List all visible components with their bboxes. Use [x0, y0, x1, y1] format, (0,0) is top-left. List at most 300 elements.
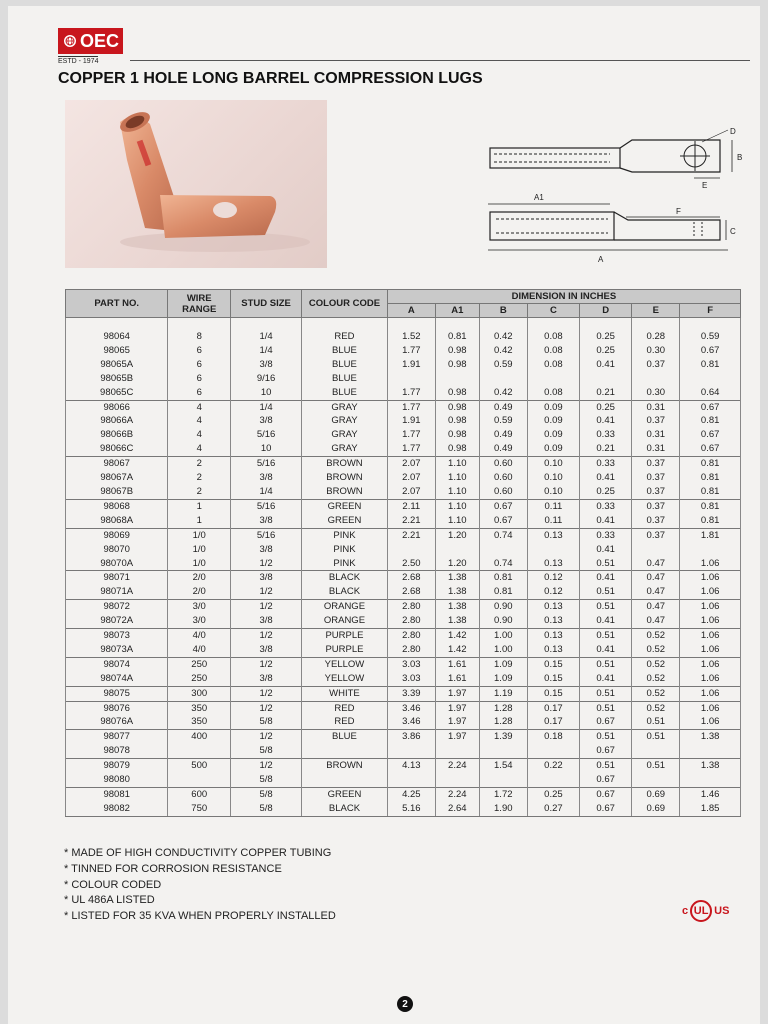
cell-dim-f: 1.06: [680, 643, 741, 657]
cell-dim-f: 1.81: [680, 528, 741, 542]
cell-stud-size: 3/8: [231, 471, 302, 485]
cell-dim-b: 0.90: [479, 600, 527, 614]
cell-part-no: 98077: [66, 730, 168, 744]
cell-dim-f: 1.06: [680, 585, 741, 599]
cell-dim-e: [632, 773, 680, 787]
company-logo: [58, 28, 130, 54]
cell-dim-b: 1.39: [479, 730, 527, 744]
cell-dim-a1: 1.10: [435, 499, 479, 513]
cell-colour-code: GREEN: [302, 788, 388, 802]
cell-dim-a1: [435, 744, 479, 758]
logo-mark: [58, 28, 123, 54]
cell-dim-d: 0.51: [580, 759, 632, 773]
cell-dim-d: 0.67: [580, 773, 632, 787]
cell-stud-size: 5/16: [231, 457, 302, 471]
cell-dim-c: [527, 372, 579, 386]
cell-stud-size: 1/4: [231, 344, 302, 358]
cell-dim-b: 0.59: [479, 414, 527, 428]
feature-list: [64, 846, 336, 925]
cell-dim-b: 1.28: [479, 715, 527, 729]
cell-dim-f: 1.06: [680, 657, 741, 671]
cell-dim-f: 0.64: [680, 386, 741, 400]
cell-dim-b: [479, 372, 527, 386]
cell-dim-e: 0.37: [632, 499, 680, 513]
feature-item: * TINNED FOR CORROSION RESISTANCE: [64, 862, 282, 875]
cell-stud-size: 3/8: [231, 571, 302, 585]
col-header-b: B: [479, 304, 527, 318]
cell-dim-d: 0.33: [580, 499, 632, 513]
cell-dim-a: 4.13: [387, 759, 435, 773]
cell-dim-e: 0.37: [632, 528, 680, 542]
cell-dim-b: 0.60: [479, 485, 527, 499]
cell-dim-b: 0.59: [479, 358, 527, 372]
cell-colour-code: WHITE: [302, 686, 388, 701]
cell-dim-f: 1.06: [680, 701, 741, 715]
cell-dim-a: 3.46: [387, 715, 435, 729]
cell-part-no: 98068A: [66, 514, 168, 528]
cell-dim-f: 0.81: [680, 471, 741, 485]
cell-dim-e: 0.37: [632, 358, 680, 372]
cell-dim-f: 1.06: [680, 600, 741, 614]
cell-wire-range: 4/0: [168, 629, 231, 643]
col-header-a: A: [387, 304, 435, 318]
cell-part-no: 98068: [66, 499, 168, 513]
cell-dim-d: 0.41: [580, 571, 632, 585]
table-row: [66, 600, 741, 614]
col-header-colour-code: COLOUR CODE: [302, 290, 388, 318]
table-row: [66, 485, 741, 499]
cell-dim-d: 0.51: [580, 701, 632, 715]
cell-stud-size: 3/8: [231, 543, 302, 557]
cell-dim-c: [527, 543, 579, 557]
cell-dim-b: 1.90: [479, 802, 527, 816]
cell-dim-c: 0.09: [527, 428, 579, 442]
cell-dim-f: 0.67: [680, 442, 741, 456]
cell-stud-size: 5/8: [231, 802, 302, 816]
header-rule: [130, 60, 750, 61]
cell-dim-d: 0.41: [580, 358, 632, 372]
ul-listed-mark: [682, 900, 729, 922]
cell-dim-c: 0.13: [527, 629, 579, 643]
dim-label-f: F: [676, 207, 681, 216]
cell-dim-a1: 1.97: [435, 701, 479, 715]
dim-label-b: B: [737, 153, 743, 162]
cell-dim-c: 0.17: [527, 715, 579, 729]
cell-part-no: 98074: [66, 657, 168, 671]
cell-stud-size: 5/8: [231, 744, 302, 758]
cell-dim-b: 0.42: [479, 344, 527, 358]
cell-dim-a1: 1.10: [435, 471, 479, 485]
cell-part-no: 98071A: [66, 585, 168, 599]
cell-stud-size: 10: [231, 386, 302, 400]
cell-dim-f: 0.67: [680, 400, 741, 414]
cell-colour-code: PURPLE: [302, 629, 388, 643]
table-row: [66, 571, 741, 585]
table-row: [66, 744, 741, 758]
cell-colour-code: PINK: [302, 557, 388, 571]
cell-colour-code: [302, 744, 388, 758]
table-row: [66, 457, 741, 471]
cell-dim-d: 0.41: [580, 614, 632, 628]
cell-wire-range: 1: [168, 499, 231, 513]
cell-part-no: 98065: [66, 344, 168, 358]
cell-dim-c: 0.11: [527, 499, 579, 513]
cell-dim-f: 1.38: [680, 730, 741, 744]
cell-dim-b: 0.74: [479, 557, 527, 571]
cell-dim-c: 0.12: [527, 571, 579, 585]
col-header-e: E: [632, 304, 680, 318]
cell-dim-e: 0.47: [632, 571, 680, 585]
cell-wire-range: 3/0: [168, 600, 231, 614]
cell-dim-b: 1.28: [479, 701, 527, 715]
table-row: [66, 428, 741, 442]
cell-dim-a1: 1.61: [435, 657, 479, 671]
cell-part-no: 98069: [66, 528, 168, 542]
cell-dim-c: 0.27: [527, 802, 579, 816]
cell-dim-d: 0.25: [580, 400, 632, 414]
cell-colour-code: GRAY: [302, 400, 388, 414]
cell-dim-f: [680, 543, 741, 557]
cell-colour-code: BLACK: [302, 585, 388, 599]
cell-dim-a1: 1.10: [435, 457, 479, 471]
page-title: COPPER 1 HOLE LONG BARREL COMPRESSION LUGS: [58, 70, 483, 87]
cell-stud-size: 1/4: [231, 400, 302, 414]
cell-dim-e: 0.47: [632, 614, 680, 628]
cell-wire-range: 4: [168, 400, 231, 414]
cell-dim-a: 1.91: [387, 414, 435, 428]
cell-dim-a1: 1.97: [435, 715, 479, 729]
cell-dim-a: 3.39: [387, 686, 435, 701]
cell-part-no: 98078: [66, 744, 168, 758]
cell-wire-range: 2: [168, 457, 231, 471]
cell-dim-c: 0.09: [527, 442, 579, 456]
cell-dim-d: 0.41: [580, 643, 632, 657]
cell-dim-c: 0.11: [527, 514, 579, 528]
table-row: [66, 442, 741, 456]
cell-dim-e: 0.37: [632, 514, 680, 528]
cell-dim-e: 0.69: [632, 802, 680, 816]
cell-dim-e: 0.37: [632, 485, 680, 499]
cell-dim-b: 1.72: [479, 788, 527, 802]
cell-dim-b: 0.74: [479, 528, 527, 542]
cell-dim-d: 0.51: [580, 557, 632, 571]
cell-stud-size: 3/8: [231, 514, 302, 528]
cell-dim-d: 0.67: [580, 802, 632, 816]
table-row: [66, 730, 741, 744]
cell-colour-code: GRAY: [302, 414, 388, 428]
cell-dim-a: 5.16: [387, 802, 435, 816]
cell-dim-a: 2.80: [387, 643, 435, 657]
cell-dim-a1: 0.81: [435, 330, 479, 344]
table-row: [66, 557, 741, 571]
cell-dim-b: 0.60: [479, 457, 527, 471]
cell-dim-c: 0.13: [527, 557, 579, 571]
cell-part-no: 98070A: [66, 557, 168, 571]
cell-dim-c: 0.25: [527, 788, 579, 802]
cell-wire-range: 4/0: [168, 643, 231, 657]
cell-colour-code: [302, 773, 388, 787]
cell-stud-size: 1/4: [231, 330, 302, 344]
cell-dim-b: 1.09: [479, 657, 527, 671]
cell-dim-a: [387, 372, 435, 386]
cell-colour-code: PINK: [302, 543, 388, 557]
cell-wire-range: 750: [168, 802, 231, 816]
cell-dim-a: 2.68: [387, 585, 435, 599]
cell-dim-a1: 1.38: [435, 585, 479, 599]
cell-dim-a: 3.46: [387, 701, 435, 715]
cell-dim-c: 0.18: [527, 730, 579, 744]
ul-mark-c: c: [682, 905, 689, 917]
cell-dim-d: 0.51: [580, 600, 632, 614]
cell-colour-code: BLUE: [302, 386, 388, 400]
table-row: [66, 344, 741, 358]
established-year: ESTD - 1974: [58, 58, 99, 65]
cell-dim-b: 1.19: [479, 686, 527, 701]
cell-dim-d: 0.67: [580, 744, 632, 758]
cell-dim-d: 0.67: [580, 788, 632, 802]
cell-dim-a1: 0.98: [435, 428, 479, 442]
cell-dim-a: 2.80: [387, 600, 435, 614]
cell-part-no: 98065B: [66, 372, 168, 386]
cell-colour-code: GRAY: [302, 428, 388, 442]
cell-dim-b: 0.42: [479, 330, 527, 344]
cell-colour-code: PINK: [302, 528, 388, 542]
cell-dim-b: [479, 543, 527, 557]
cell-wire-range: 250: [168, 657, 231, 671]
cell-dim-b: 1.54: [479, 759, 527, 773]
table-row: [66, 614, 741, 628]
spacer-cell: [302, 318, 388, 331]
ul-mark-us: US: [714, 905, 730, 917]
cell-dim-f: 1.06: [680, 715, 741, 729]
cell-dim-d: 0.67: [580, 715, 632, 729]
cell-dim-b: 0.49: [479, 400, 527, 414]
cell-dim-d: 0.51: [580, 585, 632, 599]
cell-stud-size: 1/2: [231, 600, 302, 614]
product-photo: [65, 100, 327, 268]
cell-wire-range: 4: [168, 414, 231, 428]
cell-dim-d: 0.51: [580, 730, 632, 744]
cell-wire-range: 300: [168, 686, 231, 701]
cell-stud-size: 3/8: [231, 672, 302, 686]
cell-dim-a1: 1.10: [435, 485, 479, 499]
cell-dim-f: 1.06: [680, 614, 741, 628]
cell-dim-a1: 1.38: [435, 571, 479, 585]
table-row: [66, 499, 741, 513]
cell-dim-b: 0.81: [479, 571, 527, 585]
cell-part-no: 98072: [66, 600, 168, 614]
cell-dim-f: 1.06: [680, 629, 741, 643]
cell-wire-range: 2: [168, 471, 231, 485]
cell-wire-range: 6: [168, 386, 231, 400]
cell-wire-range: 1/0: [168, 543, 231, 557]
cell-dim-a: 2.07: [387, 485, 435, 499]
table-row: [66, 715, 741, 729]
cell-dim-e: 0.51: [632, 730, 680, 744]
table-row: [66, 701, 741, 715]
cell-stud-size: 5/8: [231, 773, 302, 787]
cell-dim-d: 0.41: [580, 543, 632, 557]
cell-dim-a1: 0.98: [435, 344, 479, 358]
table-row: [66, 759, 741, 773]
cell-stud-size: 3/8: [231, 358, 302, 372]
cell-stud-size: 1/2: [231, 657, 302, 671]
cell-dim-f: [680, 773, 741, 787]
cell-dim-f: 1.06: [680, 672, 741, 686]
cell-dim-d: 0.33: [580, 428, 632, 442]
table-row: [66, 358, 741, 372]
cell-dim-b: 0.81: [479, 585, 527, 599]
cell-stud-size: 3/8: [231, 414, 302, 428]
cell-stud-size: 1/2: [231, 759, 302, 773]
globe-icon: [62, 33, 78, 49]
cell-part-no: 98067A: [66, 471, 168, 485]
cell-dim-f: 0.59: [680, 330, 741, 344]
cell-wire-range: 500: [168, 759, 231, 773]
cell-dim-c: 0.17: [527, 701, 579, 715]
cell-wire-range: 8: [168, 330, 231, 344]
cell-colour-code: BLUE: [302, 358, 388, 372]
table-row: [66, 414, 741, 428]
cell-dim-e: [632, 543, 680, 557]
cell-dim-a1: 2.24: [435, 788, 479, 802]
spacer-cell: [632, 318, 680, 331]
cell-wire-range: 1: [168, 514, 231, 528]
cell-dim-f: 1.06: [680, 686, 741, 701]
cell-dim-a: 3.86: [387, 730, 435, 744]
cell-wire-range: 6: [168, 358, 231, 372]
cell-wire-range: 1/0: [168, 528, 231, 542]
cell-wire-range: 2/0: [168, 571, 231, 585]
col-header-dimension: DIMENSION IN INCHES: [387, 290, 740, 304]
cell-stud-size: 1/4: [231, 485, 302, 499]
cell-dim-e: [632, 744, 680, 758]
cell-colour-code: BROWN: [302, 759, 388, 773]
table-row: [66, 330, 741, 344]
cell-colour-code: BLUE: [302, 730, 388, 744]
cell-dim-d: 0.51: [580, 657, 632, 671]
cell-dim-f: 1.46: [680, 788, 741, 802]
cell-dim-c: 0.13: [527, 643, 579, 657]
cell-dim-e: 0.37: [632, 457, 680, 471]
cell-dim-d: 0.25: [580, 344, 632, 358]
table-row: [66, 372, 741, 386]
cell-dim-c: 0.12: [527, 585, 579, 599]
cell-part-no: 98064: [66, 330, 168, 344]
cell-dim-a1: 1.61: [435, 672, 479, 686]
cell-colour-code: PURPLE: [302, 643, 388, 657]
cell-wire-range: 600: [168, 788, 231, 802]
cell-dim-f: 1.85: [680, 802, 741, 816]
cell-dim-c: 0.10: [527, 485, 579, 499]
cell-dim-d: 0.41: [580, 414, 632, 428]
cell-dim-f: 0.81: [680, 485, 741, 499]
cell-part-no: 98066B: [66, 428, 168, 442]
cell-dim-b: 0.49: [479, 428, 527, 442]
cell-dim-b: 0.90: [479, 614, 527, 628]
cell-dim-a: 2.07: [387, 471, 435, 485]
cell-part-no: 98066C: [66, 442, 168, 456]
cell-dim-f: 0.81: [680, 358, 741, 372]
cell-dim-a: 1.77: [387, 428, 435, 442]
cell-part-no: 98066: [66, 400, 168, 414]
table-row: [66, 585, 741, 599]
cell-stud-size: 10: [231, 442, 302, 456]
table-row: [66, 788, 741, 802]
cell-dim-a1: 1.20: [435, 557, 479, 571]
cell-part-no: 98071: [66, 571, 168, 585]
cell-dim-e: 0.52: [632, 629, 680, 643]
table-row: [66, 543, 741, 557]
cell-colour-code: BLACK: [302, 802, 388, 816]
cell-dim-a: 1.91: [387, 358, 435, 372]
cell-wire-range: [168, 773, 231, 787]
col-header-wire-range: WIRE RANGE: [168, 290, 231, 318]
cell-dim-d: [580, 372, 632, 386]
cell-stud-size: 5/16: [231, 528, 302, 542]
col-header-f: F: [680, 304, 741, 318]
cell-wire-range: 350: [168, 701, 231, 715]
table-row: [66, 629, 741, 643]
cell-dim-c: 0.15: [527, 686, 579, 701]
feature-item: * LISTED FOR 35 KVA WHEN PROPERLY INSTALLED: [64, 910, 336, 923]
cell-dim-c: 0.15: [527, 672, 579, 686]
cell-dim-f: [680, 372, 741, 386]
spacer-cell: [527, 318, 579, 331]
cell-dim-b: [479, 744, 527, 758]
cell-dim-a1: 0.98: [435, 358, 479, 372]
cell-part-no: 98072A: [66, 614, 168, 628]
cell-colour-code: RED: [302, 701, 388, 715]
cell-colour-code: BROWN: [302, 471, 388, 485]
cell-dim-d: 0.21: [580, 386, 632, 400]
cell-dim-d: 0.33: [580, 528, 632, 542]
cell-dim-e: 0.31: [632, 442, 680, 456]
cell-dim-e: 0.52: [632, 701, 680, 715]
cell-dim-c: 0.09: [527, 400, 579, 414]
spacer-cell: [479, 318, 527, 331]
cell-colour-code: YELLOW: [302, 672, 388, 686]
cell-dim-a: 2.21: [387, 528, 435, 542]
cell-dim-c: 0.13: [527, 528, 579, 542]
cell-dim-c: 0.13: [527, 614, 579, 628]
page-number: 2: [397, 996, 413, 1012]
cell-dim-c: 0.10: [527, 457, 579, 471]
cell-wire-range: 2: [168, 485, 231, 499]
cell-dim-e: 0.69: [632, 788, 680, 802]
cell-dim-b: 0.67: [479, 514, 527, 528]
cell-colour-code: RED: [302, 330, 388, 344]
cell-part-no: 98066A: [66, 414, 168, 428]
spacer-cell: [66, 318, 168, 331]
col-header-a1: A1: [435, 304, 479, 318]
cell-dim-a1: 1.20: [435, 528, 479, 542]
spacer-cell: [168, 318, 231, 331]
cell-dim-c: 0.08: [527, 344, 579, 358]
cell-part-no: 98076A: [66, 715, 168, 729]
table-row: [66, 514, 741, 528]
cell-dim-a: 3.03: [387, 672, 435, 686]
cell-dim-e: 0.51: [632, 759, 680, 773]
cell-dim-f: 1.06: [680, 557, 741, 571]
cell-dim-e: 0.47: [632, 600, 680, 614]
cell-part-no: 98065C: [66, 386, 168, 400]
cell-dim-b: [479, 773, 527, 787]
cell-dim-a: [387, 773, 435, 787]
cell-dim-d: 0.25: [580, 330, 632, 344]
cell-dim-a1: 1.97: [435, 686, 479, 701]
spacer-cell: [680, 318, 741, 331]
